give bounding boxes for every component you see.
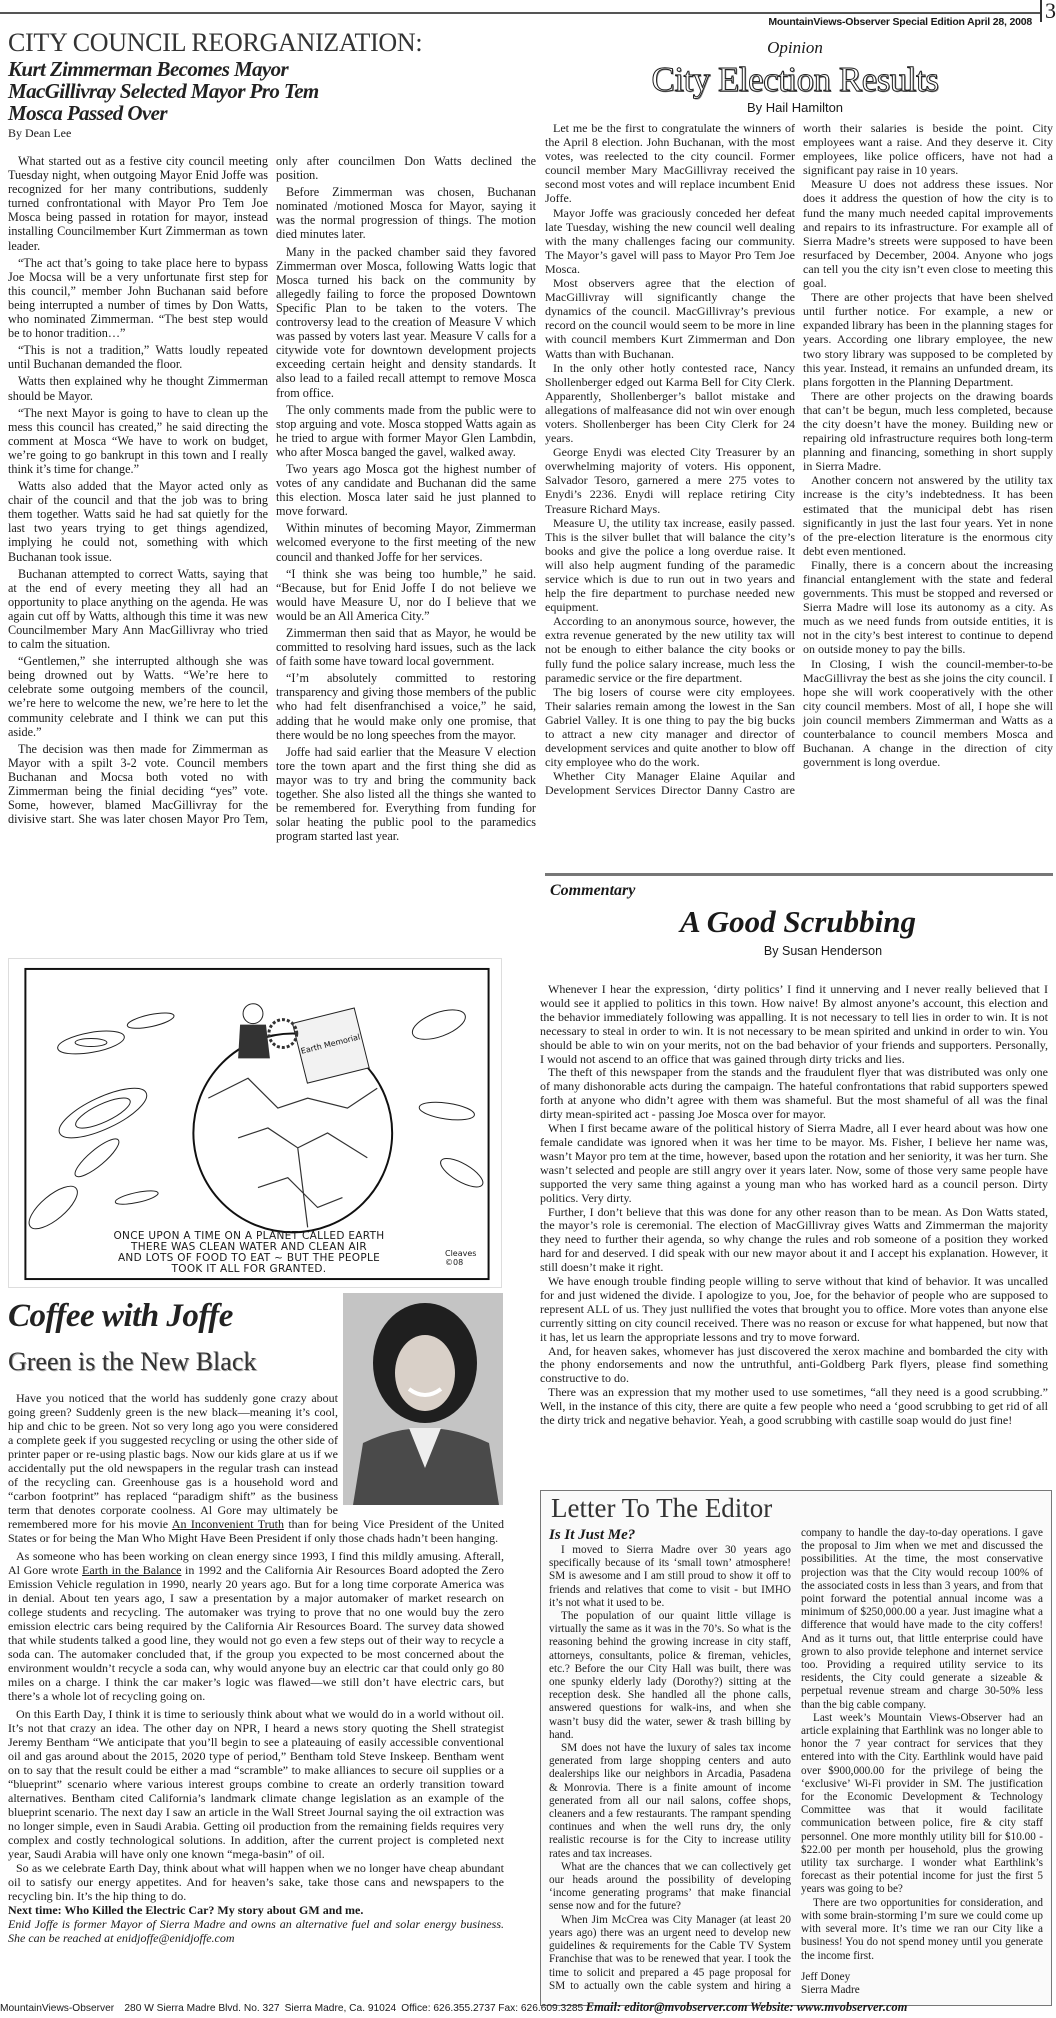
footer-email[interactable]: Email: editor@mvobserver.com (585, 2000, 748, 2014)
footer-paper: MountainViews-Observer (0, 2003, 115, 2014)
paragraph: Many in the packed chamber said they favored Zimmerman over Mosca, following Watts logic that Mosca turned his back on the community by allegedly failing to force the proposed Downtown Specific Plan to be taken to the voters. The controversy lead to the creation of Measure V which was passed by voters last year. Measure V calls for a citywide vote for downtown development projects exceeding certain height and density standards. It also lead to a failed recall attempt to remove Mosca from office. (276, 244, 536, 400)
paragraph: The decision was then made for Zimmerman as Mayor with a spilt 3-2 vote. Council members Buchanan and Mocsa both voted no with Zimmerman being the finial deciding “yes” vote. Some, however, blamed MacGillivray for the divisive start. She was later chosen Mayor Pro Tem, only after councilmen Don Watts declined the position. (8, 154, 536, 827)
footer-fax: Fax: 626.609.3285 (498, 2003, 584, 2014)
paragraph: Last week’s Mountain Views-Observer had an article explaining that Earthlink was no longer able to honor the 7 year contract for services that they entered into with the City. Earthlink would have paid over $900,000.00 for the privilege of being the ‘exclusive’ Wi-Fi provider in SM. The justification for the Economic Development & Technology Committee was that it would facilitate communication between police, fire & city staff personnel. One more monthly utility bill for $10.00 - $22.00 per month per household, plus the growing utility tax surcharge. I wonder what Earthlink’s forecast as their potential income for just the first 5 years was going to be? (801, 1711, 1043, 1896)
letter-to-editor-box (540, 1490, 1052, 2006)
signature-place: Sierra Madre (801, 1983, 860, 1996)
footer-website[interactable]: Website: www.mvobserver.com (750, 2000, 908, 2014)
election-article-body (545, 121, 1053, 798)
column-subtitle: Green is the New Black (8, 1347, 257, 1376)
paragraph: There are other projects on the drawing boards that can’t be begun, much less completed, because the city doesn’t have the money. Building new or repairing old infrastructure requires both long-term planning and financing, something in short supply in Sierra Madre. (803, 388, 1053, 474)
caption-line: THERE WAS CLEAN WATER AND CLEAN AIR (131, 1241, 367, 1253)
paragraph: “Gentlemen,” she interrupted although she was being drowned out by Watts. “We’re here to celebrate some outgoing members of the council, we’re here to welcome the new, we’re here to let the community celebrate and I think we can put this aside.” (8, 654, 268, 739)
paragraph: What are the chances that we can collectively get our heads around the possibility of developing ‘income generating programs’ that make financial sense now and for the future? (549, 1860, 791, 1913)
commentary-byline: By Susan Henderson (763, 944, 883, 958)
paragraph: Further, I don’t believe that this was done for any other reason than to be mean. As Don Watts stated, the mayor’s role is ceremonial. The election of MacGillivray gives Watts and Zimmerman the majority they need to further their agenda, so why change the rules and rob someone of a position they worked hard for and deserved. I did speak with our new mayor about it and I accept his explanation. However, it still doesn’t make it right. (540, 1204, 1048, 1275)
council-kicker: CITY COUNCIL REORGANIZATION: (8, 28, 423, 57)
paragraph: “This is not a tradition,” Watts loudly repeated until Buchanan demanded the floor. (8, 343, 268, 372)
page-number: 3 (1045, 0, 1056, 23)
page-number-divider (1040, 0, 1042, 22)
paragraph: The big losers of course were city employees. Their salaries remain among the lowest in the San Gabriel Valley. It is one thing to pay the big bucks to attract a new city manager and director of development services and quite another to blow off city employee who do the work. (545, 684, 795, 770)
paragraph: Another concern not answered by the utility tax increase is the city’s indebtedness. It has been estimated that the municipal debt has risen significantly in just the last four years. Yet in none of the pre-election literature is the enormous city debt even mentioned. (803, 473, 1053, 558)
paragraph: Within minutes of becoming Mayor, Zimmerman welcomed everyone to the first meeting of the new council and thanked Joffe for her services. (276, 521, 536, 564)
commentary-kicker: Commentary (550, 882, 636, 899)
caption-line: TOOK IT ALL FOR GRANTED. (171, 1263, 327, 1275)
joffe-column-body (8, 1391, 504, 1945)
election-byline: By Hail Hamilton (746, 100, 844, 115)
paragraph: When Jim McCrea was City Manager (at least 20 years ago) there was an urgent need to develop new guidelines & requirements for the Cable TV System Franchise that was to be renewed that year. I took the time to solicit and prepared a 45 page proposal for SM to actually own the cable system and hiring a company to handle the day-to-day operations. I gave the proposal to Jim when we met and discussed the possibilities. At the time, the most conservative projection was that the City would recoup 100% of the associated costs in less than 3 years, and from that point forward the potential annual income was a minimum of $250,000.00 a year. Just imagine what a difference that would have made to the city coffers! And as it turns out, that little enterprise could have grown to also provide telephone and internet service too. Providing a required utility service to its residents, the City could generate a sizeable & perpetual revenue stream and charge 30-50% less than the big cable company. (549, 1527, 1043, 1992)
paragraph: “I think she was being too humble,” he said. “Because, but for Enid Joffe I do not believe we would have Measure U, nor do I believe that we would be an All America City.” (276, 566, 536, 623)
text: As someone who has been working on clean energy since 1993, I find this mildly amusing. Afterall, Al Gore wrote (8, 1549, 504, 1577)
paragraph: Let me be the first to congratulate the winners of the April 8 election. John Buchanan, with the most votes, was reelected to the city council. Former council member Mary MacGillivray received the second most votes and will replace incumbent Enid Joffe. (545, 121, 795, 206)
section-divider (545, 873, 1053, 876)
letter-headline: Is It Just Me? (549, 1527, 636, 1543)
top-rule (0, 12, 1040, 14)
text: Have you noticed that the world has suddenly gone crazy about going green? Suddenly green is the new black—meaning it’s cool, hip and chic to be green. Not so very long ago you were considered a complete geek if you suggested recycling or using the other side of printer paper or re-using plastic bags. Now our kids glare at us if we accidentally put the old newspapers in the regular trash can instead of the recycling can. Greenhouse gas is a household word and “carbon footprint” has replaced “paradigm shift” as the business term that denotes corporate coolness. Al Gore may ultimately be remembered more for his movie (8, 1391, 338, 1531)
paragraph: Watts also added that the Mayor acted only as chair of the council and that the job was to bring them together. Watts said he had sat quietly for the last two years trying to get things agendized, implying he could not, something with which Buchanan took issue. (8, 479, 268, 564)
footer-address: 280 W Sierra Madre Blvd. No. 327 (124, 2003, 280, 2014)
subhead-1: Kurt Zimmerman Becomes Mayor (8, 57, 289, 81)
paragraph: Whether City Manager Elaine Aquilar and Development Services Director Danny Castro are worth their salaries is beside the point. City employees want a raise. And they deserve it. City employees, like police officers, have not had a significant pay raise in 10 years. (545, 121, 1053, 798)
paragraph: Before Zimmerman was chosen, Buchanan nominated /motioned Mosca for Mayor, saying it was the normal progression of things. The motion died minutes later. (276, 185, 536, 242)
book-title: Earth in the Balance (82, 1563, 182, 1577)
paragraph (8, 1549, 504, 1703)
paragraph: According to an anonymous source, however, the extra revenue generated by the new utility tax will not be enough to either balance the city books or fully fund the police salary increase, much less the paramedic service or the fire department. (545, 614, 795, 685)
opinion-kicker: Opinion (767, 38, 823, 57)
paragraph: “I’m absolutely committed to restoring transparency and giving those members of the public who had felt disenfranchised a voice,” he said, adding that he would make only one promise, that there would be no long speeches from the mayor. (276, 671, 536, 742)
letter-body (549, 1527, 1043, 1997)
paragraph: Zimmerman then said that as Mayor, he would be committed to resolving hard issues, such as the lack of faith some have toward local government. (276, 626, 536, 669)
paragraph: There are other projects that have been shelved until further notice. For example, a new or expanded library has been in the planning stages for years. According one library employee, the new two story library was supposed to be completed by this year. Instead, it remains an unfunded dream, its plans forgotten in the Planning Department. (803, 290, 1053, 389)
paragraph: Measure U, the utility tax increase, easily passed. This is the silver bullet that will balance the city’s books and give the police a long overdue raise. It will also help augment funding of the paramedic service which is due to run out in two years and help the fire department to purchase needed new equipment. (545, 515, 795, 615)
text: in 1992 and the California Air Resources Board adopted the Zero Emission Vehicle regulation in 1990, nearly 20 years ago. But for a long time corporate America was in denial. About ten years ago, I saw a presentation by a major automaker of market research on college students and recycling. The automaker was trying to prove that no one would buy the zero emission electric cars being required by the California Air Resources Board. The survey data showed that while students talked a good line, they would not go even a few steps out of their way to recycle a soda can. The automaker concluded that, if the group you expected to be most concerned about the environment wouldn’t recycle a soda can, why would anyone buy an electric car that could only go 80 miles on a charge. I think the car maker’s logic was flawed—we still don’t have electric cars, but there’s a whole lot of recycling going on. (8, 1563, 505, 1703)
paragraph: We have enough trouble finding people willing to serve without that kind of behavior. It was uncalled for and just widened the divide. I apologize to you, Joe, for the behavior of people who are supposed to represent ALL of us. They just nullified the votes that brought you to office. More votes than anyone else currently sitting on city council received. There was no reason or excuse for what happened, but now that it has, let us learn the appropriate lessons and try to move forward. (540, 1274, 1048, 1344)
paragraph: “The next Mayor is going to have to clean up the mess this council has created,” he said directing the comment at Mosca “We have to work on budget, we’re going to go bankrupt in this town and I really think it’s time for change.” (8, 405, 268, 476)
cartoonist-signature: Cleaves ©08 (445, 1249, 477, 1267)
cartoon-caption (69, 1231, 429, 1275)
subhead-3: Mosca Passed Over (8, 101, 167, 125)
letter-section-title: Letter To The Editor (551, 1493, 773, 1523)
caption-line: AND LOTS OF FOOD TO EAT ~ BUT THE PEOPLE (117, 1252, 381, 1264)
next-time-teaser: Next time: Who Killed the Electric Car? My story about GM and me. (8, 1903, 364, 1917)
election-title: City Election Results (651, 60, 939, 99)
masthead: MountainViews-Observer Special Edition April 28, 2008 (768, 16, 1032, 28)
memorial-label: Earth Memorial (299, 1032, 361, 1056)
paragraph: Watts then explained why he thought Zimmerman should be Mayor. (8, 374, 268, 403)
paragraph: I moved to Sierra Madre over 30 years ago specifically because of its ‘small town’ atmosphere! SM is awesome and I am still proud to show it off to friends and relatives that come to visit - but IMHO it’s not what it used to be. (549, 1544, 791, 1609)
council-subheads (8, 58, 319, 124)
paragraph: There was an expression that my mother used to use sometimes, “all they need is a good scrubbing.” Well, in the instance of this city, there are quite a few people who need a ‘good scrubbing to get rid of all the dirty trick and negative behavior. Yeah, a good scrubbing with castille soap would do just fine! (540, 1385, 1048, 1428)
footer-city: Sierra Madre, Ca. 91024 (284, 2003, 397, 2014)
council-article-body (8, 154, 536, 843)
text: than for being Vice President of the United States or for being the Man Who Might Have Been President if only those chads hadn’t been hanging. (8, 1517, 504, 1545)
paragraph: Mayor Joffe was graciously conceded her defeat late Tuesday, wishing the new council well dealing with the many challenges facing our community. The Mayor’s gavel will pass to Mayor Pro Tem Joe Mosca. (545, 205, 795, 276)
paragraph: The population of our quaint little village is virtually the same as it was in the 70’s. So what is the reasoning behind the growing increase in city staff, attorneys, consultants, police & fireman, vehicles, etc.? Before the our City Hall was built, there was one spunky elderly lady (Dorothy?) sitting at the reception desk. She handled all the phone calls, answered questions for walk-ins, and when she wasn’t busy did the water, sewer & trash billing by hand. (549, 1610, 791, 1741)
paragraph: “The act that’s going to take place here to bypass Joe Mocsa will be a very unfortunate first step for this council,” member John Buchanan said before being interrupted a number of times by Don Watts, who nominated Zimmerman. “The best step would be to honor tradition…” (8, 255, 268, 341)
editorial-cartoon (8, 958, 502, 1288)
paragraph: Buchanan attempted to correct Watts, saying that at the end of every meeting they all had an opportunity to place anything on the agenda. He was again cut off by Watts, although this time it was new Councilmember Mary Ann MacGillivray who tried to calm the situation. (8, 566, 268, 652)
paragraph: There are two opportunities for consideration, and with some brain-storming I’m sure we could come up with several more. It’s time we ran our City like a business! You do not spend money until you generate the income first. (801, 1896, 1043, 1962)
paragraph: So as we celebrate Earth Day, think about what will happen when we no longer have cheap abundant oil to satisfy our energy appetites. And for heaven’s sake, take those cans and newspapers to the recycling bin. It’s the hip thing to do. (8, 1861, 504, 1903)
caption-line: ONCE UPON A TIME ON A PLANET CALLED EARTH (113, 1230, 385, 1242)
column-title: Coffee with Joffe (8, 1298, 233, 1334)
paragraph: Whenever I hear the expression, ‘dirty politics’ I find it unnerving and I never really believed that I would see it applied to politics in this town. How naive! By almost anyone’s account, this election and the behavior immediately following was appalling. It is not necessary to tell lies in order to win. It is not necessary to steal in order to win. It is not necessary to be mean spirited and unkind in order to win. You should be able to win on your merits, not on the bad behavior of your friends and supporters. Personally, I would not ascend to an office that was gained through dirty tricks and lies. (540, 982, 1048, 1066)
paragraph: In Closing, I wish the council-member-to-be MacGillivray the best as she joins the city council. I hope she will work cooperatively with the other city council members. Most of all, I hope she will join council members Zimmerman and Watts as a counterbalance to council members Mosca and Buchanan. A change in the direction of city government is long overdue. (803, 656, 1053, 770)
paragraph: The only comments made from the public were to stop arguing and vote. Mosca stopped Watts again as he tried to argue with former Mayor Glen Lambdin, who after Mosca banged the gavel, walked away. (276, 402, 536, 459)
paragraph: George Enydi was elected City Treasurer by an overwhelming majority of voters. His opponent, Salvador Tesoro, garnered a mere 275 votes to Enydi’s 2236. Enydi will replace retiring City Treasure Richard Mays. (545, 445, 795, 516)
paragraph: Measure U does not address these issues. Nor does it address the question of how the city is to fund the many much needed capital improvements and repairs to its infrastructure. For example all of Sierra Madre’s streets were supposed to have been resurfaced by December, 2004. Anyone who jogs can tell you the city isn’t even close to meeting this goal. (803, 177, 1053, 291)
paragraph: What started out as a festive city council meeting Tuesday night, when outgoing Mayor Enid Joffe was recognized for her many contributions, suddenly turned confrontational with Mayor Pro Tem Joe Mosca being passed in rotation for mayor, instead installing Councilmember Kurt Zimmerman as town leader. (8, 154, 268, 253)
footer (0, 2000, 1056, 2015)
paragraph: And, for heaven sakes, whomever has just discovered the xerox machine and bombarded the city with the phony endorsements and now the untruthful, anti-Goldberg Park flyers, please find something constructive to do. (540, 1343, 1048, 1386)
paragraph: Most observers agree that the election of MacGillivray will significantly change the dynamics of the council. MacGillivray’s previous record on the council would seem to be more in line with council members Kurt Zimmerman and Don Watts than with Buchanan. (545, 276, 795, 361)
commentary-title: A Good Scrubbing (679, 904, 916, 939)
paragraph: In the only other hotly contested race, Nancy Shollenberger edged out Karma Bell for City Clerk. Apparently, Shollenberger’s ballot mistake and allegations of malfeasance did not win over enough voters. Shollenberger has been City Clerk for 24 years. (545, 360, 795, 446)
paragraph: When I first became aware of the political history of Sierra Madre, all I ever heard about was how one female candidate was ignored when it was her time to be mayor. Ms. Fisher, I believe her name was, wasn’t Mayor pro tem at the time, however, based upon the rotation and her seniority, it was her turn. She wasn’t selected and people are still angry over it years later. Now, some of those very same people have supported the very same thing against a young man who has worked hard as a council person. Dirty politics. Very dirty. (540, 1121, 1048, 1205)
commentary-body (540, 983, 1048, 1428)
signature-name: Jeff Doney (801, 1970, 851, 1983)
movie-title: An Inconvenient Truth (171, 1517, 284, 1531)
paragraph: On this Earth Day, I think it is time to seriously think about what we would do in a world without oil. It’s not that crazy an idea. The other day on NPR, I heard a news story quoting the Shell strategist Jeremy Bentham “We anticipate that you’ll begin to see a plateauing of easily accessible conventional oil and gas around about the 2015, 2020 type of period,” Bentham told Steve Inskeep. Bentham went on to say that the result could be either a mad “scramble” to make alliances to secure oil supplies or a “blueprint” scenario where various interest groups combine to create an orderly transition toward alternatives. Bentham cited California’s landmark climate change legislation as an example of the blueprint scenario. The next day I saw an article in the Wall Street Journal saying the oil extraction was no longer simple, even in Saudi Arabia. Getting oil production from the remaining fields requires very complex and costly technological solutions. In addition, after the current project is completed next year, Saudi Arabia will have only one known “mega-basin” of oil. (8, 1707, 504, 1861)
author-bio: Enid Joffe is former Mayor of Sierra Madre and owns an alternative fuel and solar energy business. She can be reached at enidjoffe@enidjoffe.com (8, 1917, 504, 1945)
paragraph: Joffe had said earlier that the Measure V election tore the town apart and the first thing she did as mayor was to try and bring the community back together. She also listed all the things she wanted to be remembered for. Everything from funding for solar heating the public pool to the paramedics program started last year. (276, 744, 536, 844)
subhead-2: MacGillivray Selected Mayor Pro Tem (8, 79, 319, 103)
paragraph: The theft of this newspaper from the stands and the fraudulent flyer that was distributed was only one of many dishonorable acts during the campaign. The hateful confrontations that rabid supporters spewed forth at anyone who didn’t agree with them was shameful. But the most shameful of all was the final dirty mean-spirited act - passing Joe Mosca over for mayor. (540, 1065, 1048, 1122)
paragraph: Two years ago Mosca got the highest number of votes of any candidate and Buchanan did the same this election. Mosca later said he just planned to move forward. (276, 461, 536, 519)
letter-signature (801, 1971, 1043, 1997)
council-byline: By Dean Lee (8, 126, 72, 140)
paragraph: Finally, there is a concern about the increasing financial entanglement with the state and federal governments. This must be stopped and reversed or Sierra Madre will lose its autonomy as a city. As much as we need funds from outside entities, it is not in the city’s best interest to continue to depend on outside money to pay the bills. (803, 557, 1053, 657)
paragraph: SM does not have the luxury of sales tax income generated from large shopping centers and auto dealerships like our neighbors in Arcadia, Pasadena & Monrovia. There is a finite amount of income generated from all our nail salons, coffee shops, cleaners and a few restaurants. The rampant spending continues and when the well runs dry, the only realistic recourse is for the City to increase utility rates and tax increases. (549, 1742, 791, 1860)
footer-office: Office: 626.355.2737 (401, 2003, 496, 2014)
